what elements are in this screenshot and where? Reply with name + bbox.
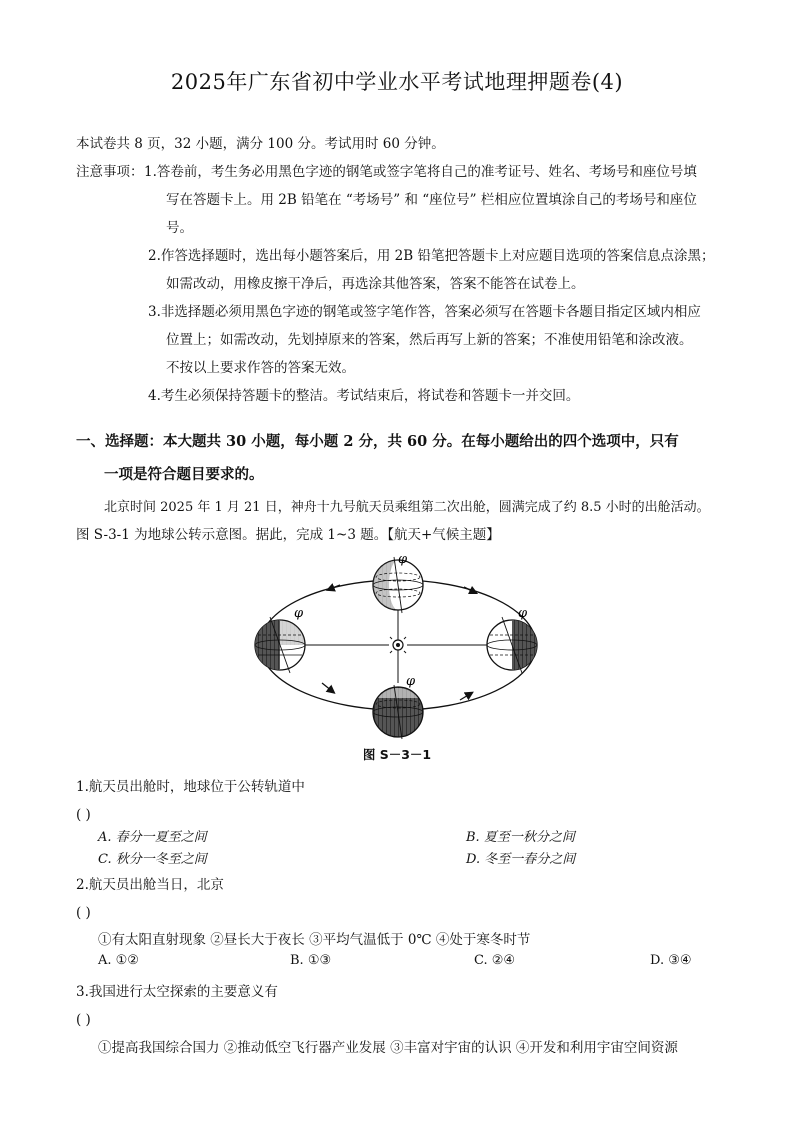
stem-line-2: 图 S-3-1 为地球公转示意图。据此，完成 1~3 题。【航天+气候主题】 bbox=[76, 527, 500, 543]
phi-label-left: φ bbox=[294, 606, 304, 621]
note-4: 4.考生必须保持答题卡的整洁。考试结束后，将试卷和答题卡一并交回。 bbox=[148, 388, 580, 404]
notes-label: 注意事项： bbox=[76, 164, 144, 180]
q1-option-d[interactable]: D. 冬至一春分之间 bbox=[466, 852, 576, 867]
phi-label-bottom: φ bbox=[406, 674, 416, 689]
stem-line-1: 北京时间 2025 年 1 月 21 日，神舟十九号航天员乘组第二次出舱，圆满完成了约 8.5 小时的出舱活动。 bbox=[104, 500, 710, 515]
q2-bracket: ( ) bbox=[76, 905, 91, 921]
note-3-line-2: 位置上；如需改动，先划掉原来的答案，然后再写上新的答案；不准使用铅笔和涂改液。 bbox=[166, 332, 693, 348]
note-3-line-1: 3.非选择题必须用黑色字迹的钢笔或签字笔作答，答案必须写在答题卡各题目指定区域内相应 bbox=[148, 304, 701, 320]
q2-option-a[interactable]: A. ①② bbox=[98, 953, 139, 968]
intro-text: 本试卷共 8 页，32 小题，满分 100 分。考试用时 60 分钟。 bbox=[76, 136, 445, 152]
note-2-line-2: 如需改动，用橡皮擦干净后，再选涂其他答案，答案不能答在试卷上。 bbox=[166, 276, 585, 292]
q1-option-b[interactable]: B. 夏至一秋分之间 bbox=[466, 830, 575, 845]
phi-label-top: φ bbox=[398, 555, 408, 567]
q2-option-b[interactable]: B. ①③ bbox=[290, 953, 332, 968]
globe-bottom bbox=[373, 685, 423, 739]
note-3-line-3: 不按以上要求作答的答案无效。 bbox=[166, 360, 355, 376]
q3-items: ①提高我国综合国力 ②推动低空飞行器产业发展 ③丰富对宇宙的认识 ④开发和利用宇宙空间资源 bbox=[98, 1040, 678, 1056]
note-2-line-1: 2.作答选择题时，选出每小题答案后，用 2B 铅笔把答题卡上对应题目选项的答案信息点涂黑； bbox=[148, 248, 715, 264]
q2-option-c[interactable]: C. ②④ bbox=[474, 953, 516, 968]
section-heading-line-2: 一项是符合题目要求的。 bbox=[104, 466, 264, 483]
q1-bracket: ( ) bbox=[76, 807, 91, 823]
q1-text: 1.航天员出舱时，地球位于公转轨道中 bbox=[76, 779, 305, 795]
q2-items: ①有太阳直射现象 ②昼长大于夜长 ③平均气温低于 0℃ ④处于寒冬时节 bbox=[98, 932, 531, 948]
note-1-line-3: 号。 bbox=[166, 220, 193, 236]
phi-label-right: φ bbox=[518, 606, 528, 621]
figure-caption: 图 S－3－1 bbox=[362, 747, 432, 762]
q1-option-c[interactable]: C. 秋分一冬至之间 bbox=[98, 852, 207, 867]
note-1-line-1: 1.答卷前，考生务必用黑色字迹的钢笔或签字笔将自己的准考证号、姓名、考场号和座位号填 bbox=[144, 164, 697, 180]
q1-option-a[interactable]: A. 春分一夏至之间 bbox=[98, 830, 207, 845]
page-title: 2025年广东省初中学业水平考试地理押题卷(4) bbox=[170, 70, 624, 94]
q3-text: 3.我国进行太空探索的主要意义有 bbox=[76, 984, 278, 1000]
note-1-line-2: 写在答题卡上。用 2B 铅笔在 “考场号” 和 “座位号” 栏相应位置填涂自己的考场号和座位 bbox=[166, 192, 697, 208]
section-heading-line-1: 一、选择题：本大题共 30 小题，每小题 2 分，共 60 分。在每小题给出的四个选项中，只有 bbox=[76, 433, 679, 450]
globe-left bbox=[255, 617, 305, 673]
q3-bracket: ( ) bbox=[76, 1012, 91, 1028]
q2-option-d[interactable]: D. ③④ bbox=[650, 953, 692, 968]
earth-revolution-diagram bbox=[250, 555, 550, 745]
q2-text: 2.航天员出舱当日，北京 bbox=[76, 877, 224, 893]
